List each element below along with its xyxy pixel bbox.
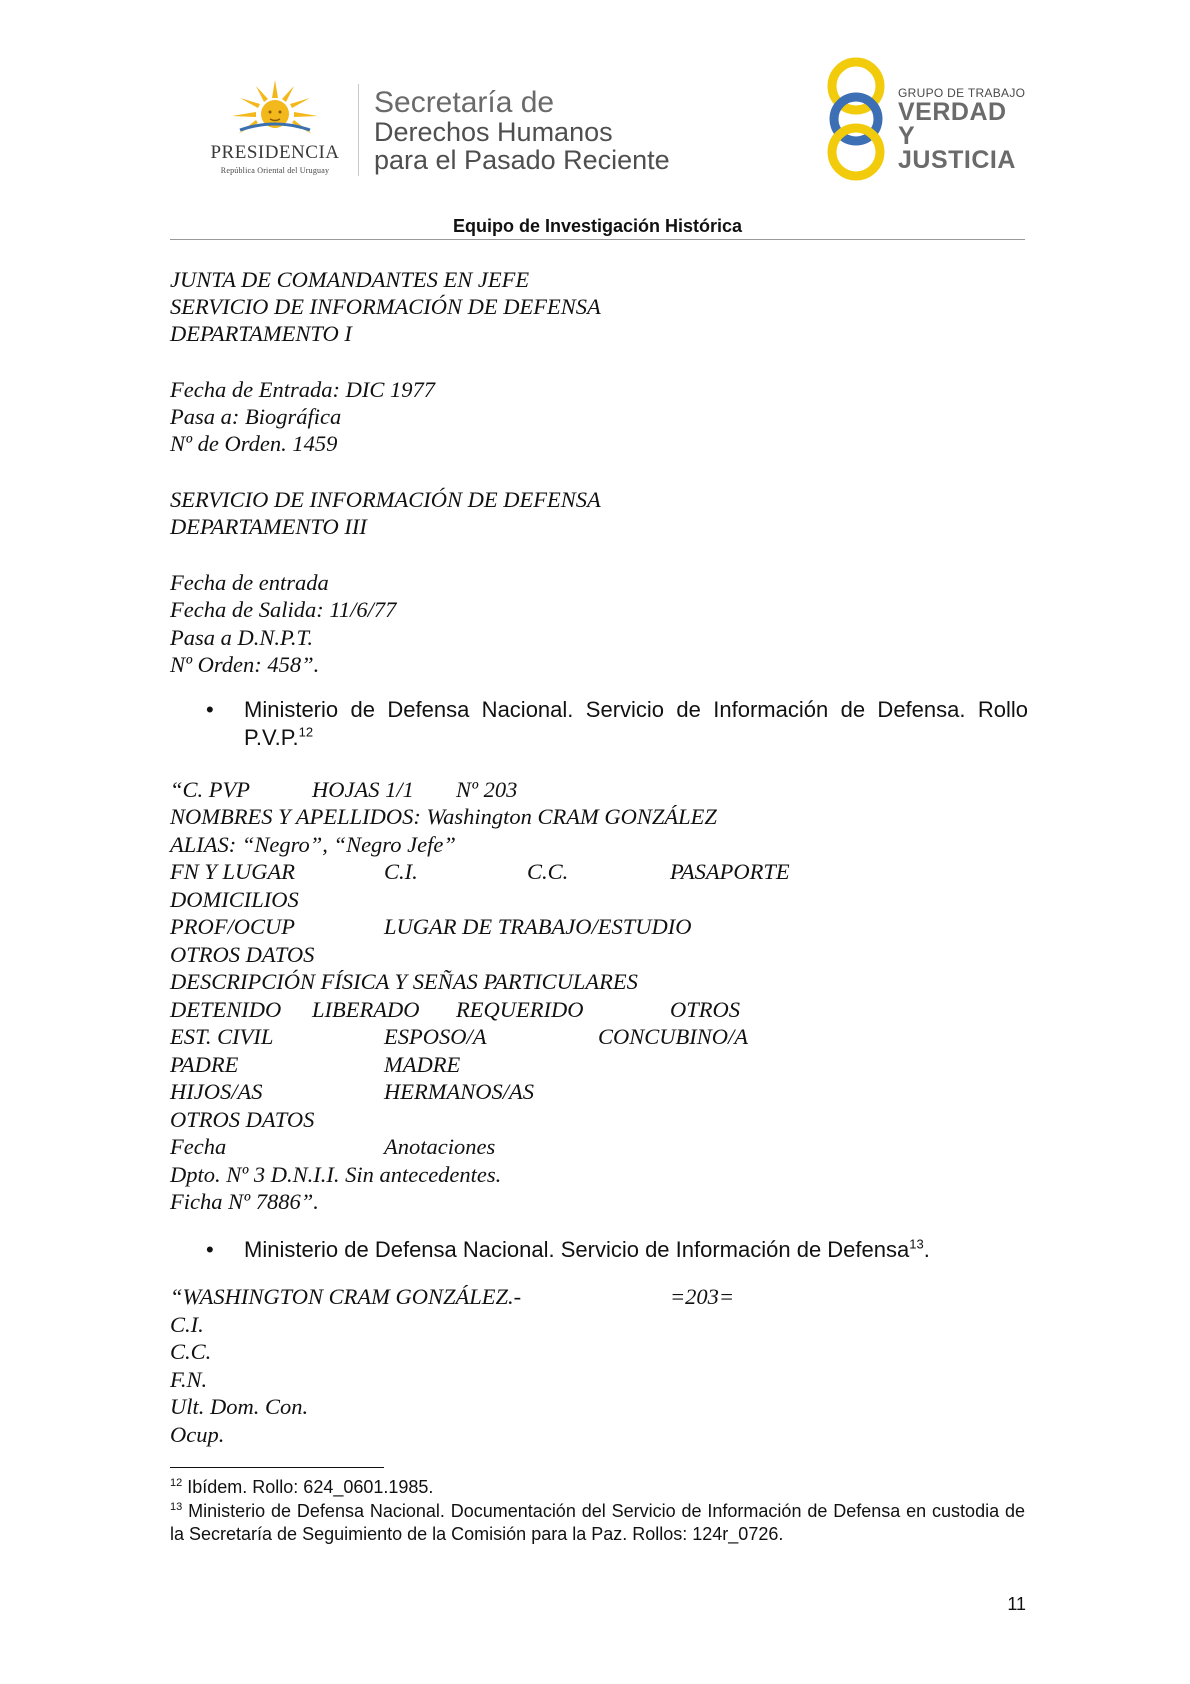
sun-of-may-icon [232,80,318,142]
bullet-source-2 [206,1236,1028,1264]
footnote-rule [170,1467,384,1468]
block1-line1: JUNTA DE COMANDANTES EN JEFE [170,267,530,292]
ficha-prof-ocup: PROF/OCUP [170,914,295,939]
footnote-12-number: 12 [170,1477,183,1489]
ficha-detenido: DETENIDO [170,997,282,1022]
grupo-big-line1: VERDAD Y [898,98,1007,150]
grupo-trabajo-logo [820,56,1030,182]
record-name: “WASHINGTON CRAM GONZÁLEZ.- [170,1284,522,1309]
ficha-est-civil: EST. CIVIL [170,1024,274,1049]
bullet2-end: . [923,1237,930,1262]
block1-line2: SERVICIO DE INFORMACIÓN DE DEFENSA [170,294,601,319]
secretaria-line3: para el Pasado Reciente [374,145,670,175]
ficha-otros-datos-2: OTROS DATOS [170,1107,315,1132]
ficha-padre: PADRE [170,1052,239,1077]
page-number: 11 [1007,1594,1026,1614]
ficha-lugar-trabajo: LUGAR DE TRABAJO/ESTUDIO [384,914,692,939]
ficha-numero-ficha: Ficha Nº 7886”. [170,1189,319,1214]
ficha-dpto: Dpto. Nº 3 D.N.I.I. Sin antecedentes. [170,1162,502,1187]
bullet-dot: • [206,697,214,722]
footnote-ref-13[interactable]: 13 [909,1236,924,1252]
secretaria-logo-text [374,88,670,174]
bullet-dot: • [206,1237,214,1262]
block2-line3: Nº de Orden. 1459 [170,431,338,456]
presidencia-logo [196,80,354,180]
ficha-cc: C.C. [527,859,569,884]
block3-line1: SERVICIO DE INFORMACIÓN DE DEFENSA [170,487,601,512]
secretaria-line1: Secretaría de [374,86,555,119]
ficha-requerido: REQUERIDO [456,997,584,1022]
block2-line1: Fecha de Entrada: DIC 1977 [170,377,435,402]
bullet1-text: Ministerio de Defensa Nacional. Servicio de Información de Defensa. Rollo P.V.P. [244,697,1028,750]
record-fn: F.N. [170,1367,208,1392]
grupo-big-line2: JUSTICIA [898,146,1016,174]
ficha-pasaporte: PASAPORTE [670,859,790,884]
block4-line2: Fecha de Salida: 11/6/77 [170,597,397,622]
record-number: =203= [670,1284,735,1309]
bullet-source-1 [206,696,1028,752]
header-rule [170,239,1025,240]
footnote-12 [170,1476,1025,1499]
ficha-concubino: CONCUBINO/A [598,1024,749,1049]
team-title: Equipo de Investigación Histórica [452,216,743,236]
presidencia-name: PRESIDENCIA [210,142,340,163]
ficha-hermanos: HERMANOS/AS [384,1079,534,1104]
grupo-small-label: GRUPO DE TRABAJO [898,86,1026,100]
record-cc: C.C. [170,1339,212,1364]
footnote-13-text: Ministerio de Defensa Nacional. Documentación del Servicio de Información de Defensa en custodia de la Secretaría de Seguimiento de la Comisión para la Paz. Rollos: 124r_0726. [170,1501,1025,1544]
block3-line2: DEPARTAMENTO III [170,514,367,539]
ficha-hijos: HIJOS/AS [170,1079,263,1104]
ficha-descripcion: DESCRIPCIÓN FÍSICA Y SEÑAS PARTICULARES [170,969,638,994]
logo-divider [358,84,359,176]
page-header [0,0,1190,220]
footnote-12-text: Ibídem. Rollo: 624_0601.1985. [182,1477,434,1497]
ficha-alias: ALIAS: “Negro”, “Negro Jefe” [170,832,456,857]
ficha-hojas: HOJAS 1/1 [312,777,414,802]
record-ult-dom: Ult. Dom. Con. [170,1394,309,1419]
footnote-13-number: 13 [170,1501,183,1513]
block4-line3: Pasa a D.N.P.T. [170,625,313,650]
linked-rings-icon [820,56,892,182]
bullet2-text: Ministerio de Defensa Nacional. Servicio de Información de Defensa [244,1237,910,1262]
bullet-text [244,696,1028,752]
ficha-cpvp: “C. PVP [170,777,251,802]
record-ci: C.I. [170,1312,204,1337]
block4-line1: Fecha de entrada [170,570,329,595]
ficha-esposo: ESPOSO/A [384,1024,487,1049]
presidencia-subtitle: República Oriental del Uruguay [220,166,330,175]
footnote-ref-12[interactable]: 12 [298,724,314,740]
footnote-13 [170,1500,1025,1546]
secretaria-line2: Derechos Humanos [374,117,613,147]
block4-line4: Nº Orden: 458”. [170,652,320,677]
ficha-ci: C.I. [384,859,418,884]
ficha-otros-datos-1: OTROS DATOS [170,942,315,967]
record-ocup: Ocup. [170,1422,225,1447]
ficha-domicilios: DOMICILIOS [170,887,299,912]
ficha-fecha: Fecha [170,1134,227,1159]
ficha-nombres: NOMBRES Y APELLIDOS: Washington CRAM GONZÁLEZ [170,804,717,829]
bullet-text [244,1236,1028,1264]
ficha-anotaciones: Anotaciones [384,1134,496,1159]
ficha-liberado: LIBERADO [312,997,420,1022]
ficha-otros: OTROS [670,997,741,1022]
ficha-fn-lugar: FN Y LUGAR [170,859,296,884]
ficha-numero: Nº 203 [456,777,518,802]
block1-line3: DEPARTAMENTO I [170,321,352,346]
grupo-big-label [898,100,1030,172]
ficha-madre: MADRE [384,1052,461,1077]
block2-line2: Pasa a: Biográfica [170,404,342,429]
